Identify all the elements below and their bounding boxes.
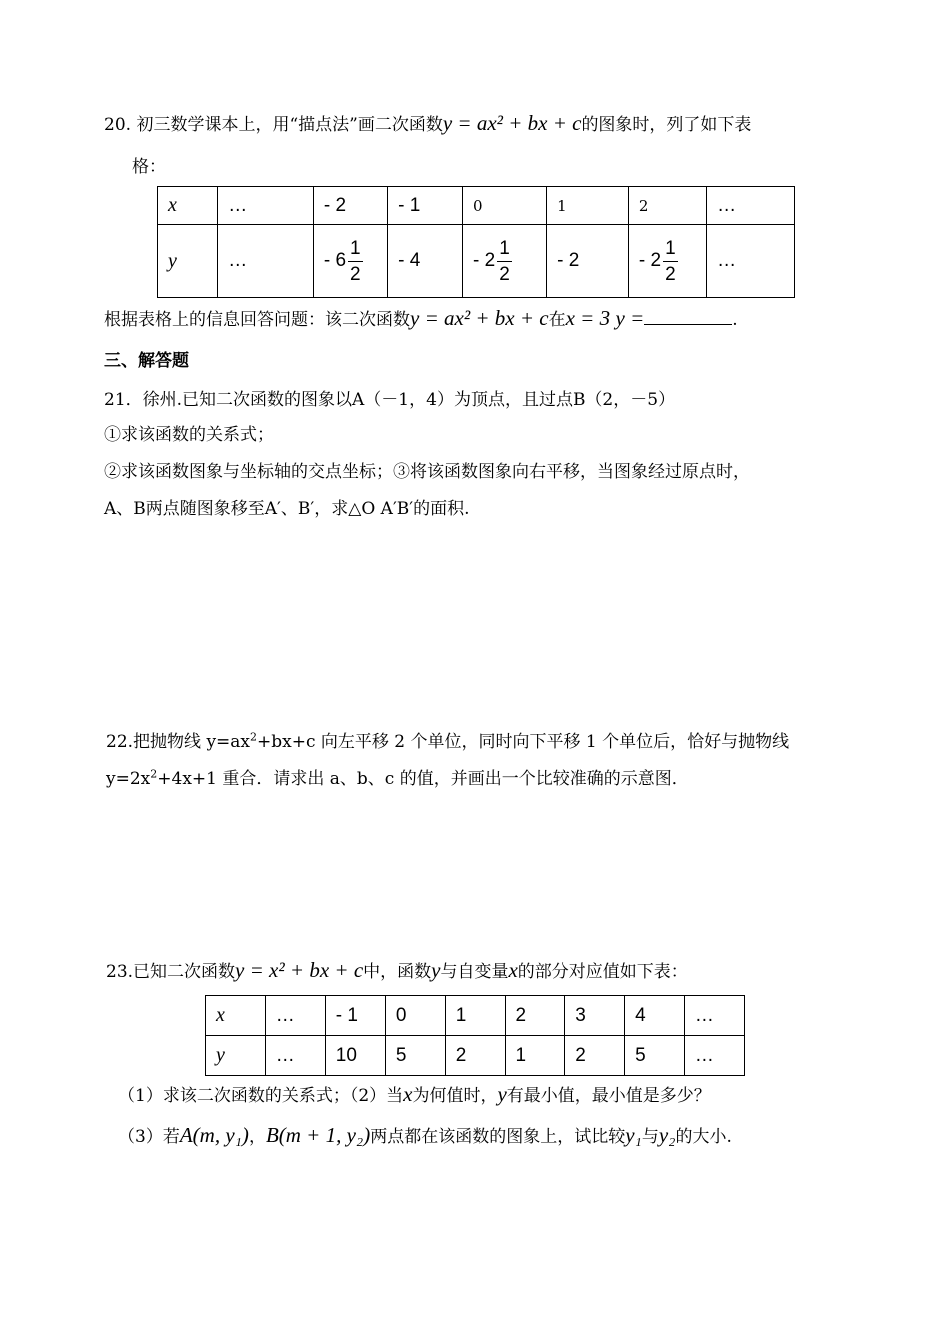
q20-number: 20.	[104, 115, 132, 135]
q23-part1-b: 为何值时，	[412, 1086, 498, 1106]
q20-answer-text-b: 在	[548, 310, 566, 330]
table-cell: 1	[505, 1036, 565, 1076]
q23-part1-c: 有最小值，最小值是多少？	[506, 1086, 711, 1106]
table-cell: - 2 $\frac{1}{2}$	[463, 225, 547, 298]
section-title: 三、解答题	[104, 351, 189, 371]
q23-part1-x: x	[403, 1082, 413, 1106]
q20-answer-text-a: 根据表格上的信息回答问题：该二次函数	[104, 310, 410, 330]
q23-part1-a: （1）求该二次函数的关系式；（2）当	[118, 1086, 404, 1106]
table-cell: - 1	[388, 187, 463, 225]
q20-row-x	[158, 187, 795, 225]
q23-y2: y₂	[658, 1123, 676, 1147]
table-cell: 3	[565, 996, 625, 1036]
table-cell: - 6 $\frac{1}{2}$	[313, 225, 387, 298]
table-cell: …	[684, 1036, 744, 1076]
q20-x-label: x	[158, 187, 218, 225]
table-cell: - 2	[547, 225, 629, 298]
q23-part3-c: 与	[641, 1127, 659, 1147]
q23-point-b: B(m + 1, y₂)	[265, 1123, 371, 1147]
table-cell: 5	[625, 1036, 685, 1076]
q22-line1-a: 22.把抛物线 y=ax	[106, 732, 251, 752]
q23-part3-comma: ，	[248, 1127, 266, 1147]
q23-row-y	[206, 1036, 745, 1076]
table-cell: …	[707, 225, 795, 298]
q20-answer-x: x = 3	[565, 306, 611, 330]
q23-point-a: A(m, y₁)	[179, 1123, 249, 1147]
table-cell: 4	[625, 996, 685, 1036]
q20-row-y	[158, 225, 795, 298]
table-cell: 2	[565, 1036, 625, 1076]
q21-line2: ①求该函数的关系式；	[104, 425, 274, 445]
q22-line2: $y=2x^2+4x+1$ 重合．请求出 a、b、c 的值，并画出一个比较准确的示意图．	[106, 767, 689, 789]
q23-part3	[118, 1122, 732, 1148]
q23-part3-d: 的大小.	[675, 1127, 732, 1147]
q23-y-label: y	[206, 1036, 266, 1076]
q23-part3-a: （3）若	[118, 1127, 180, 1147]
q23-intro-d: 的部分对应值如下表：	[517, 962, 688, 982]
table-cell: - 4	[388, 225, 463, 298]
q23-x-label: x	[206, 996, 266, 1036]
q20-formula: y = ax² + bx + c	[442, 111, 582, 135]
q20-answer-blank[interactable]	[644, 308, 732, 325]
q21-line4: A、B两点随图象移至A′、B′，求△O A′B′的面积.	[104, 499, 470, 519]
q20-text-a: 初三数学课本上，用“描点法”画二次函数	[136, 115, 443, 135]
table-cell: 2	[628, 187, 706, 225]
q21-line3: ②求该函数图象与坐标轴的交点坐标；③将该函数图象向右平移，当图象经过原点时，	[104, 462, 750, 482]
q22-line2-b: +4x+1 重合．请求出 a、b、c 的值，并画出一个比较准确的示意图．	[157, 769, 689, 789]
table-cell: 5	[385, 1036, 445, 1076]
q23-var-y: y	[431, 958, 441, 982]
table-cell: …	[218, 225, 314, 298]
table-cell: - 2	[313, 187, 387, 225]
table-cell: 10	[325, 1036, 385, 1076]
table-cell: …	[265, 996, 325, 1036]
table-cell: 0	[463, 187, 547, 225]
q22-line2-a: y=2x	[106, 769, 151, 789]
q20-line2: 格：	[132, 157, 166, 177]
table-cell: 2	[445, 1036, 505, 1076]
table-cell: 1	[547, 187, 629, 225]
q23-intro-b: 中，函数	[363, 962, 432, 982]
q21-line1: 21．徐州.已知二次函数的图象以A（－1，4）为顶点，且过点B（2，－5）	[104, 390, 676, 410]
table-cell: 0	[385, 996, 445, 1036]
q23-intro-c: 与自变量	[440, 962, 509, 982]
q20-answer-end: .	[732, 310, 738, 330]
q23-intro-a: 23.已知二次函数	[106, 962, 236, 982]
q23-part3-b: 两点都在该函数的图象上，试比较	[370, 1127, 626, 1147]
table-cell: 1	[445, 996, 505, 1036]
q23-table	[205, 995, 745, 1076]
table-cell: …	[218, 187, 314, 225]
table-cell: …	[707, 187, 795, 225]
q23-var-x: x	[508, 958, 518, 982]
q23-y1: y₁	[625, 1123, 642, 1147]
table-cell: …	[265, 1036, 325, 1076]
table-cell: - 1	[325, 996, 385, 1036]
q23-part1	[118, 1081, 711, 1107]
q23-intro	[106, 957, 688, 983]
q22-line1: 22.把抛物线 $y=ax^2+bx+c$ 向左平移 2 个单位，同时向下平移 1 个单位后，恰好与抛物线	[106, 730, 790, 752]
q22-line1-b: +bx+c 向左平移 2 个单位，同时向下平移 1 个单位后，恰好与抛物线	[257, 732, 790, 752]
q23-formula: y = x² + bx + c	[235, 958, 364, 982]
q20-answer-y: y =	[615, 306, 645, 330]
q23-part1-y: y	[497, 1082, 507, 1106]
q20-answer-formula: y = ax² + bx + c	[410, 306, 549, 330]
table-cell: …	[684, 996, 744, 1036]
q20-text-b: 的图象时，列了如下表	[581, 115, 752, 135]
table-cell: - 2 $\frac{1}{2}$	[628, 225, 706, 298]
q20-answer-line	[104, 305, 738, 331]
q20-table	[157, 186, 795, 298]
q23-row-x	[206, 996, 745, 1036]
table-cell: 2	[505, 996, 565, 1036]
q20-y-label: y	[158, 225, 218, 298]
q20-line1	[104, 110, 751, 136]
